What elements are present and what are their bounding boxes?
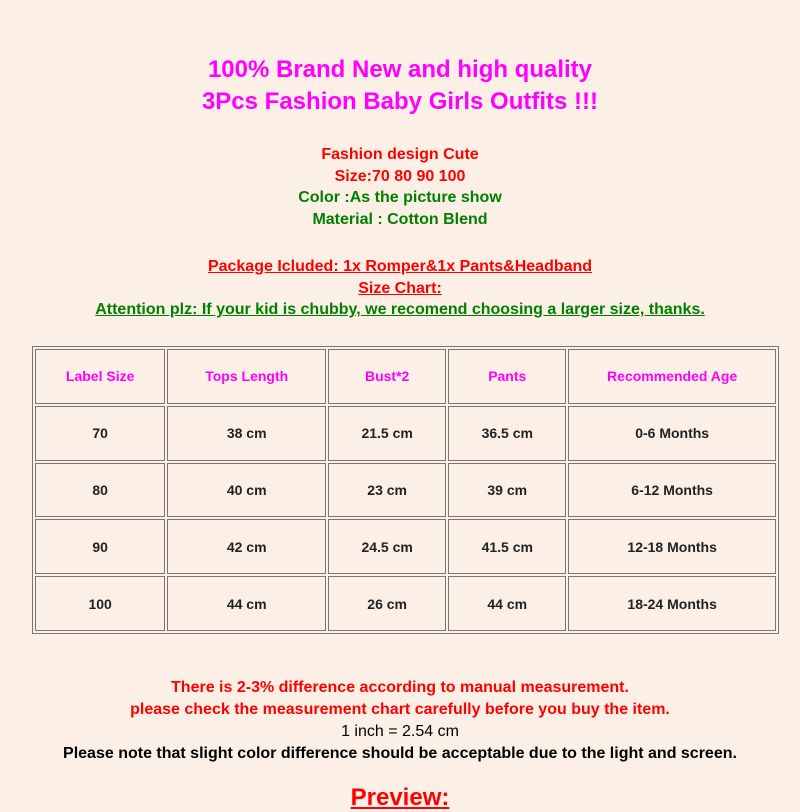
table-row xyxy=(35,463,776,518)
table-cell: 36.5 cm xyxy=(448,406,566,461)
table-cell: 70 xyxy=(35,406,165,461)
attention-note: Attention plz: If your kid is chubby, we recomend choosing a larger size, thanks. xyxy=(95,301,705,318)
table-cell: 0-6 Months xyxy=(568,406,776,461)
design-line: Fashion design Cute xyxy=(321,146,479,163)
title-line-2: 3Pcs Fashion Baby Girls Outfits !!! xyxy=(201,88,599,115)
material-line: Material : Cotton Blend xyxy=(312,211,488,228)
inch-conversion: 1 inch = 2.54 cm xyxy=(341,723,459,740)
table-cell: 80 xyxy=(35,463,165,518)
table-row xyxy=(35,519,776,574)
difference-note: There is 2-3% difference according to manual measurement. xyxy=(171,679,629,696)
table-row xyxy=(35,576,776,631)
table-cell: 12-18 Months xyxy=(568,519,776,574)
size-line: Size:70 80 90 100 xyxy=(334,168,466,185)
header-pants: Pants xyxy=(448,349,566,404)
table-header-row xyxy=(35,349,776,404)
table-cell: 39 cm xyxy=(448,463,566,518)
table-cell: 40 cm xyxy=(167,463,326,518)
color-line: Color :As the picture show xyxy=(298,189,502,206)
table-cell: 38 cm xyxy=(167,406,326,461)
table-cell: 18-24 Months xyxy=(568,576,776,631)
table-cell: 41.5 cm xyxy=(448,519,566,574)
check-note: please check the measurement chart carefully before you buy the item. xyxy=(130,701,670,718)
size-chart-table xyxy=(32,346,779,634)
header-tops-length: Tops Length xyxy=(167,349,326,404)
table-row xyxy=(35,406,776,461)
title-line-1: 100% Brand New and high quality xyxy=(207,56,593,83)
header-label-size: Label Size xyxy=(35,349,165,404)
table-cell: 100 xyxy=(35,576,165,631)
header-recommended-age: Recommended Age xyxy=(568,349,776,404)
package-included: Package Icluded: 1x Romper&1x Pants&Headband xyxy=(207,258,593,275)
table-cell: 42 cm xyxy=(167,519,326,574)
table-cell: 6-12 Months xyxy=(568,463,776,518)
table-cell: 26 cm xyxy=(328,576,446,631)
table-cell: 21.5 cm xyxy=(328,406,446,461)
table-cell: 90 xyxy=(35,519,165,574)
table-cell: 44 cm xyxy=(167,576,326,631)
table-cell: 24.5 cm xyxy=(328,519,446,574)
size-chart-label: Size Chart: xyxy=(358,280,442,297)
table-cell: 23 cm xyxy=(328,463,446,518)
header-bust: Bust*2 xyxy=(328,349,446,404)
preview-heading: Preview: xyxy=(350,784,450,811)
color-difference-note: Please note that slight color difference should be acceptable due to the light and screen. xyxy=(63,745,737,762)
table-cell: 44 cm xyxy=(448,576,566,631)
